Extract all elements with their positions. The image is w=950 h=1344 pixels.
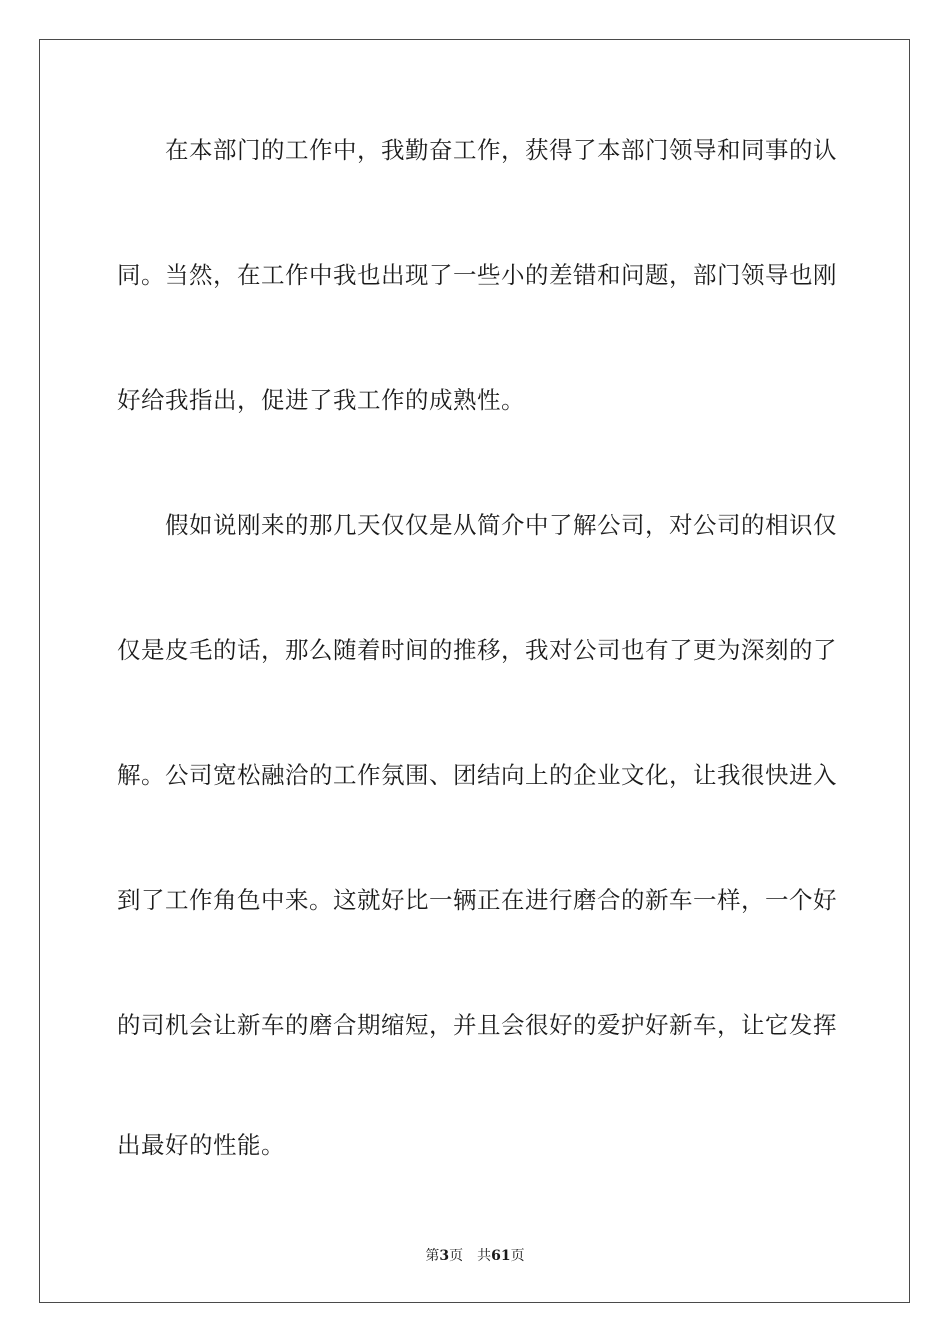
page-number: 3 [439, 1248, 450, 1264]
paragraph-1-line-1: 在本部门的工作中，我勤奋工作，获得了本部门领导和同事的认 [165, 136, 837, 164]
page-footer [0, 1246, 950, 1266]
page-suffix: 页 [449, 1248, 464, 1264]
total-suffix: 页 [510, 1248, 525, 1264]
paragraph-2-line-3: 解。公司宽松融洽的工作氛围、团结向上的企业文化，让我很快进入 [117, 761, 837, 789]
paragraph-2-line-6: 出最好的性能。 [117, 1131, 285, 1159]
paragraph-1-line-3: 好给我指出，促进了我工作的成熟性。 [117, 386, 525, 414]
page-prefix: 第 [425, 1248, 440, 1264]
total-pages: 61 [491, 1248, 511, 1264]
paragraph-1-line-2: 同。当然，在工作中我也出现了一些小的差错和问题，部门领导也刚 [117, 261, 837, 289]
page-border [39, 39, 910, 1303]
total-prefix: 共 [477, 1248, 492, 1264]
paragraph-2-line-2: 仅是皮毛的话，那么随着时间的推移，我对公司也有了更为深刻的了 [117, 636, 837, 664]
paragraph-2-line-4: 到了工作角色中来。这就好比一辆正在进行磨合的新车一样，一个好 [117, 886, 837, 914]
paragraph-2-line-1: 假如说刚来的那几天仅仅是从简介中了解公司，对公司的相识仅 [165, 511, 837, 539]
paragraph-2-line-5: 的司机会让新车的磨合期缩短，并且会很好的爱护好新车，让它发挥 [117, 1011, 837, 1039]
